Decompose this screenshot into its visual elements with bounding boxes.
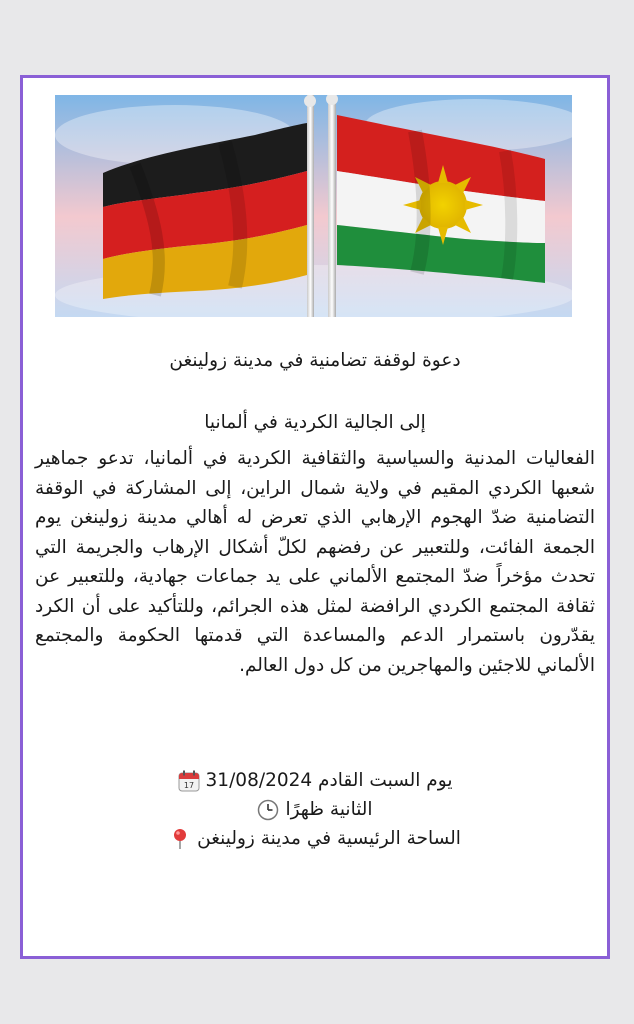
flags-illustration [55, 95, 572, 317]
invitation-card [20, 75, 610, 959]
event-time-row [35, 795, 595, 824]
flags-image [55, 95, 572, 317]
flag-pole-left [307, 95, 314, 317]
event-time: الثانية ظهرًا [285, 799, 373, 820]
invitation-body: الفعاليات المدنية والسياسية والثقافية الكردية في ألمانيا، تدعو جماهير شعبها الكردي المقيم في ولاية شمال الراين، إلى المشاركة في الوقفة التضامنية ضدّ الهجوم الإرهابي الذي تعرض له أهالي مدينة زولينغن يوم الجمعة الفائت، وللتعبير عن رفضهم لكلّ أشكال الإرهاب والجريمة التي تحدث مؤخراً ضدّ المجتمع الألماني على يد جماعات جهادية، وللتعبير عن ثقافة المجتمع الكردي الرافضة لمثل هذه الجرائم، وللتأكيد على أن الكرد يقدّرون باستمرار الدعم والمساعدة التي قدمتها الحكومة والمجتمع الألماني للاجئين والمهاجرين من كل دول العالم. [35, 448, 595, 676]
invitation-title: دعوة لوقفة تضامنية في مدينة زولينغن [169, 350, 461, 371]
event-place: الساحة الرئيسية في مدينة زولينغن [197, 828, 461, 849]
event-details [35, 766, 595, 853]
svg-text:17: 17 [183, 780, 194, 790]
pin-icon [169, 828, 191, 850]
flag-pole-right [328, 95, 336, 317]
event-date-row [35, 766, 595, 795]
event-place-row [35, 824, 595, 853]
event-date: يوم السبت القادم 31/08/2024 [205, 770, 453, 791]
invitation-subtitle: إلى الجالية الكردية في ألمانيا [204, 412, 426, 433]
clock-icon [257, 799, 279, 821]
calendar-icon [178, 770, 200, 792]
